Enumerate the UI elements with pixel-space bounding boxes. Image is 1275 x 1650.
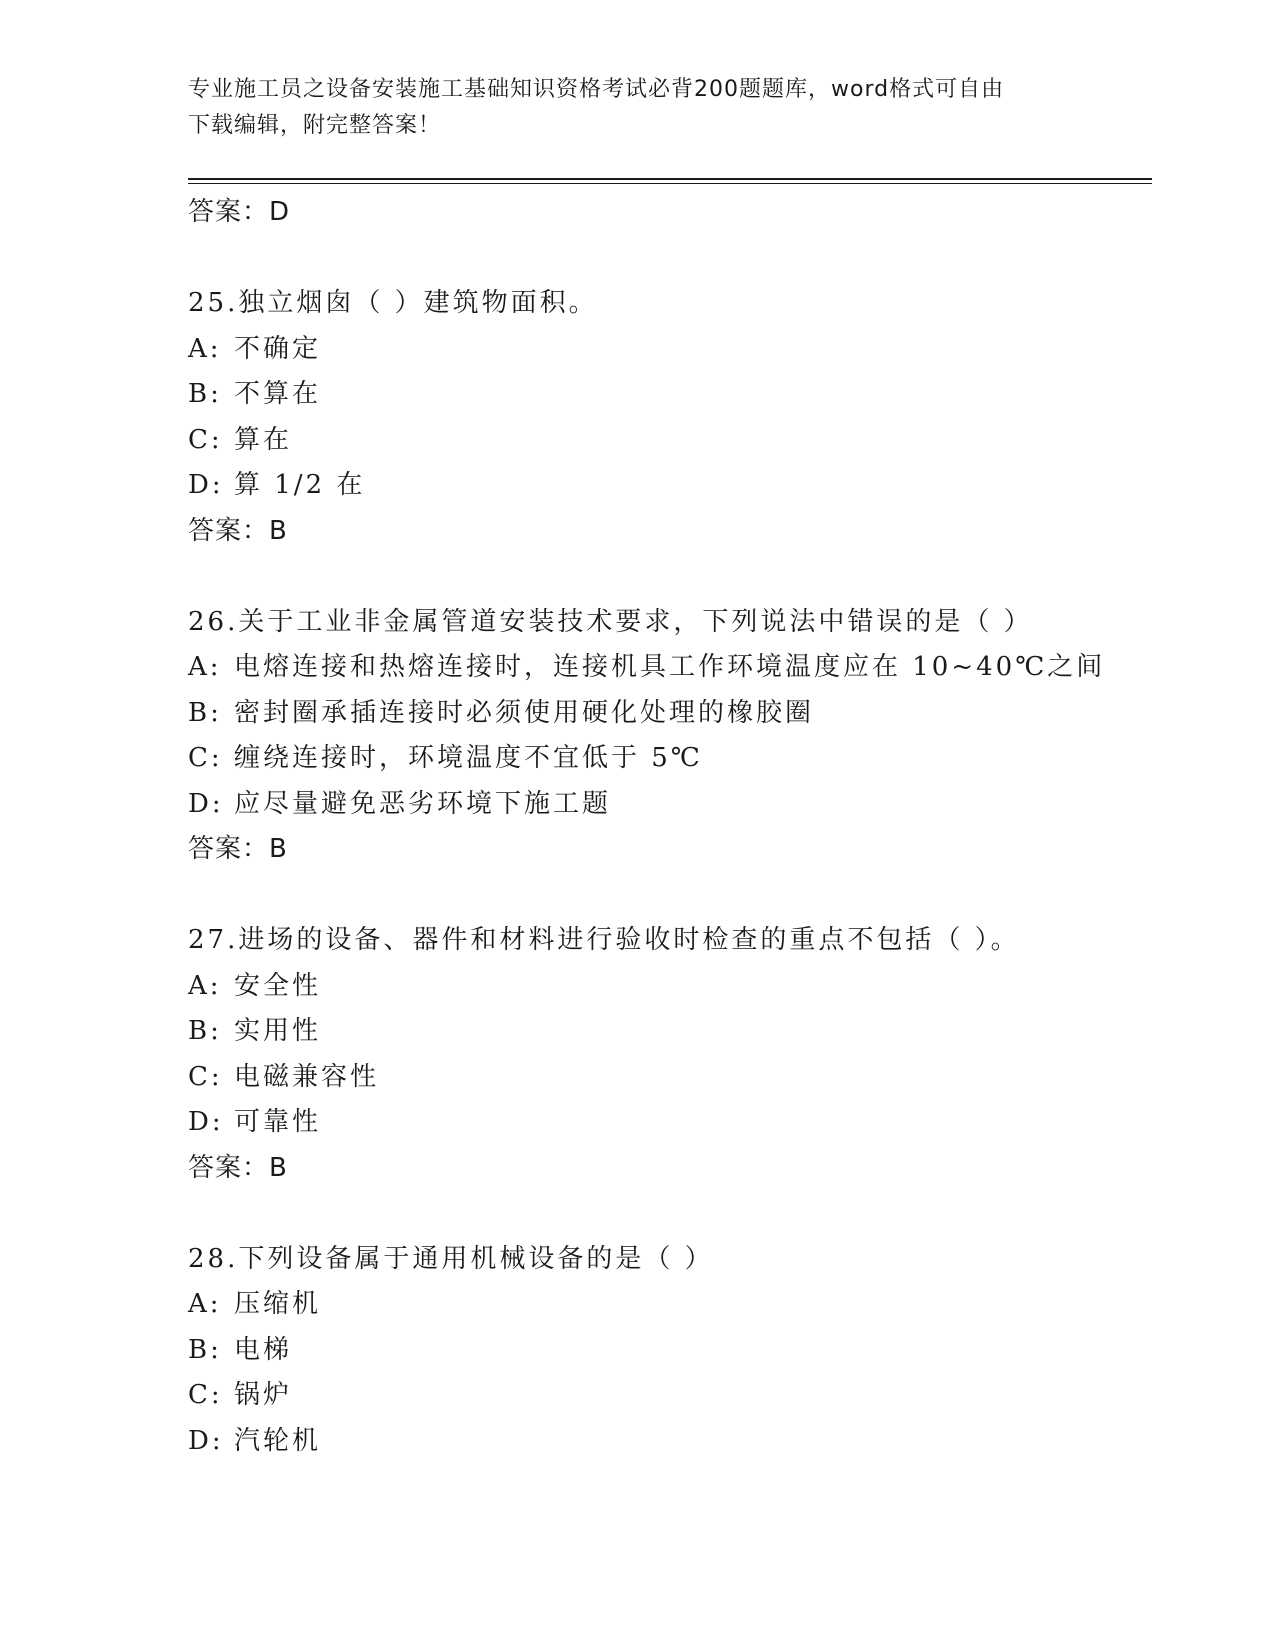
option-text: 密封圈承插连接时必须使用硬化处理的橡胶圈 xyxy=(234,697,815,728)
option-b xyxy=(188,1009,1152,1055)
option-b xyxy=(188,1328,1152,1374)
document-header xyxy=(188,72,1078,144)
answer-line: 答案：B xyxy=(188,834,288,864)
option-a xyxy=(188,1282,1152,1328)
option-b xyxy=(188,691,1152,737)
option-letter: A: xyxy=(188,1289,222,1319)
option-text: 缠绕连接时，环境温度不宜低于 5℃ xyxy=(234,743,703,773)
option-letter: D: xyxy=(188,470,224,500)
option-letter: C: xyxy=(188,1380,223,1410)
option-a xyxy=(188,964,1152,1010)
option-text: 安全性 xyxy=(234,970,322,1001)
option-a xyxy=(188,645,1152,691)
spacer xyxy=(188,554,1152,600)
option-text: 不确定 xyxy=(234,333,322,364)
option-b xyxy=(188,372,1152,418)
option-letter: B: xyxy=(188,1016,222,1046)
option-letter: C: xyxy=(188,1061,223,1092)
option-d xyxy=(188,1419,1152,1465)
spacer xyxy=(188,236,1152,282)
question-block-28 xyxy=(188,1237,1152,1465)
option-letter: D: xyxy=(188,1107,224,1137)
option-text: 可靠性 xyxy=(234,1107,322,1137)
spacer xyxy=(188,873,1152,919)
answer-line: 答案：B xyxy=(188,1152,288,1183)
header-divider-thin xyxy=(188,183,1152,184)
option-text: 电梯 xyxy=(234,1334,293,1365)
question-stem: 26.关于工业非金属管道安装技术要求，下列说法中错误的是（ ） xyxy=(188,606,1033,637)
option-letter: D: xyxy=(188,788,224,819)
option-text: 压缩机 xyxy=(234,1289,322,1319)
option-d xyxy=(188,1100,1152,1146)
option-a xyxy=(188,327,1152,373)
option-letter: B: xyxy=(188,697,222,728)
spacer xyxy=(188,1191,1152,1237)
option-text: 算 1/2 在 xyxy=(234,470,366,500)
option-letter: D: xyxy=(188,1425,224,1456)
header-line-1: 专业施工员之设备安装施工基础知识资格考试必背200题题库，word格式可自由 xyxy=(188,77,1005,102)
option-c xyxy=(188,1373,1152,1419)
previous-answer: 答案：D xyxy=(188,197,291,227)
question-block-25 xyxy=(188,281,1152,554)
question-list xyxy=(188,190,1152,1464)
question-block-27 xyxy=(188,918,1152,1191)
option-text: 算在 xyxy=(234,424,293,455)
option-letter: B: xyxy=(188,1334,222,1365)
option-letter: A: xyxy=(188,333,222,364)
option-text: 锅炉 xyxy=(234,1380,293,1410)
option-letter: C: xyxy=(188,424,223,455)
option-c xyxy=(188,418,1152,464)
option-text: 电磁兼容性 xyxy=(234,1061,380,1092)
header-divider-thick xyxy=(188,178,1152,180)
option-text: 电熔连接和热熔连接时，连接机具工作环境温度应在 10~40℃之间 xyxy=(234,652,1106,682)
option-text: 不算在 xyxy=(234,379,322,409)
answer-line: 答案：B xyxy=(188,515,288,546)
option-text: 汽轮机 xyxy=(234,1425,322,1456)
option-c xyxy=(188,736,1152,782)
option-letter: A: xyxy=(188,652,222,682)
option-c xyxy=(188,1055,1152,1101)
option-d xyxy=(188,463,1152,509)
option-d xyxy=(188,782,1152,828)
question-block-26 xyxy=(188,600,1152,873)
option-text: 实用性 xyxy=(234,1016,322,1046)
option-text: 应尽量避免恶劣环境下施工题 xyxy=(234,788,612,819)
question-stem: 25.独立烟囱（ ）建筑物面积。 xyxy=(188,288,598,318)
question-stem: 28.下列设备属于通用机械设备的是（ ） xyxy=(188,1243,714,1274)
question-stem: 27.进场的设备、器件和材料进行验收时检查的重点不包括（ ）。 xyxy=(188,925,1020,955)
option-letter: A: xyxy=(188,970,222,1001)
option-letter: C: xyxy=(188,743,223,773)
header-line-2: 下载编辑，附完整答案！ xyxy=(188,113,442,138)
option-letter: B: xyxy=(188,379,222,409)
